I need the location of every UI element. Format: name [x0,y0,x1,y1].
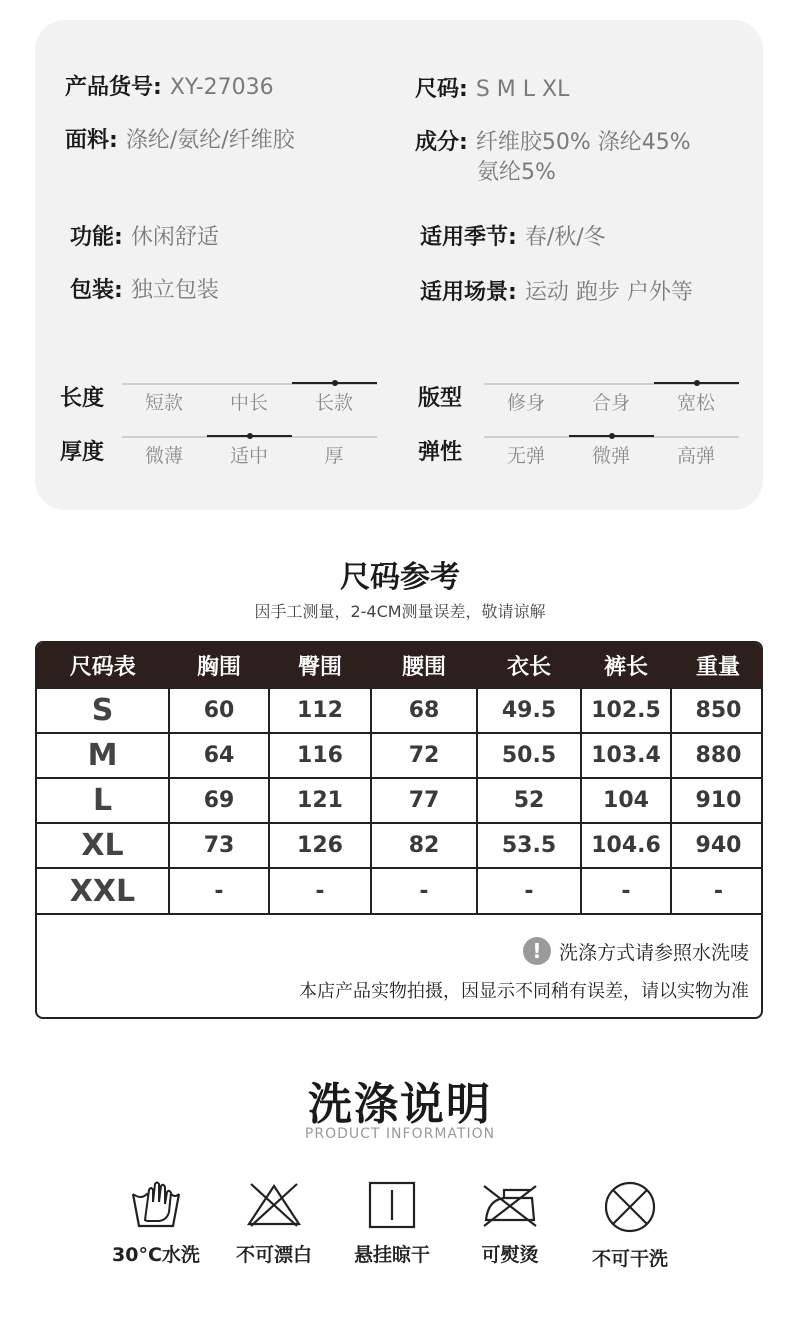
scale-option: 高弹 [676,445,715,467]
attr-colon: : [114,225,123,250]
measure-cell: 53.5 [477,823,581,868]
scale-option: 合身 [591,392,630,414]
header-cell: 臀围 [269,643,371,688]
size-table [35,641,763,1019]
scale-track-thickness [122,436,377,438]
attr-colon: : [459,77,468,102]
measure-cell: 82 [371,823,477,868]
attr-value: 独立包装 [130,278,219,303]
attr-key: 适用场景 [420,280,509,305]
scale-option: 微薄 [144,445,183,467]
care-label: 不可漂白 [235,1244,312,1266]
attr-season [420,222,606,254]
care-hand-wash [96,1180,216,1267]
attr-colon: : [153,75,162,100]
scale-label-thickness: 厚度 [60,440,105,465]
attr-colon: : [508,280,517,305]
measure-cell: 69 [169,778,269,823]
attr-colon: : [114,278,123,303]
scale-track-elasticity [484,436,739,438]
measure-cell: 850 [671,688,763,733]
measure-cell: 64 [169,733,269,778]
measure-cell: 60 [169,688,269,733]
measure-cell: 73 [169,823,269,868]
attr-key: 成分 [415,130,460,155]
attr-value: 休闲舒适 [130,225,219,250]
scale-label-elasticity: 弹性 [418,440,463,465]
no-dry-clean-icon [603,1180,657,1234]
size-ref-title: 尺码参考 [340,560,460,595]
header-cell: 裤长 [581,643,671,688]
scale-option: 长款 [314,392,353,414]
attr-composition [415,127,691,185]
scale-label-fit: 版型 [418,386,463,411]
attr-size [415,74,569,106]
hand-wash-icon [129,1180,183,1230]
measure-cell: 121 [269,778,371,823]
measure-cell: 68 [371,688,477,733]
attr-package [70,275,219,307]
size-cell: XL [37,823,169,868]
attr-value: 涤纶/氨纶/纤维胶 [125,128,295,153]
header-cell: 胸围 [169,643,269,688]
size-cell: S [37,688,169,733]
attr-key: 包装 [70,278,115,303]
attr-key: 适用季节 [420,225,509,250]
care-label: 可熨烫 [481,1244,539,1266]
scale-dot [609,433,615,439]
attr-value: 运动 跑步 户外等 [524,280,693,305]
measure-cell: - [371,868,477,913]
table-row [37,733,763,778]
table-row [37,823,763,868]
header-cell: 尺码表 [37,643,169,688]
scale-option: 中长 [229,392,268,414]
measure-cell: - [269,868,371,913]
photo-note: 本店产品实物拍摄，因显示不同稍有误差，请以实物为准 [299,981,749,1002]
measure-cell: - [169,868,269,913]
scale-selected-marker [292,382,377,384]
no-bleach-icon [245,1180,303,1230]
header-cell: 腰围 [371,643,477,688]
attr-fabric [65,125,295,157]
measure-cell: 102.5 [581,688,671,733]
care-no-dry-clean [570,1180,690,1271]
attr-value: 纤维胶50% 涤纶45% [475,130,691,155]
scale-option: 适中 [229,445,268,467]
measure-cell: 104 [581,778,671,823]
measure-cell: 50.5 [477,733,581,778]
scale-track-length [122,383,377,385]
header-cell: 重量 [671,643,763,688]
size-cell: M [37,733,169,778]
wash-note [523,937,749,965]
washing-title: 洗涤说明 [308,1079,492,1130]
attr-colon: : [508,225,517,250]
hang-dry-icon [367,1180,417,1230]
measure-cell: 72 [371,733,477,778]
scale-option: 无弹 [506,445,545,467]
washing-subtitle: PRODUCT INFORMATION [304,1126,496,1142]
header-cell: 衣长 [477,643,581,688]
measure-cell: 52 [477,778,581,823]
measure-cell: - [671,868,763,913]
scale-option: 厚 [324,445,344,467]
care-iron [450,1180,570,1267]
scale-dot [247,433,253,439]
measure-cell: - [477,868,581,913]
table-row [37,778,763,823]
exclamation-icon: ! [523,937,551,965]
scale-option: 微弹 [591,445,630,467]
attr-scene [420,277,693,309]
scale-option: 修身 [506,392,545,414]
scale-track-fit [484,383,739,385]
table-row [37,868,763,913]
attr-key: 产品货号 [65,75,154,100]
size-cell: XXL [37,868,169,913]
care-hang-dry [332,1180,452,1267]
attr-item-no [65,72,274,104]
care-label: 悬挂晾干 [353,1244,430,1266]
attr-value: 春/秋/冬 [524,225,606,250]
size-ref-subtitle: 因手工测量，2-4CM测量误差，敬请谅解 [254,602,546,621]
scale-selected-marker [569,435,654,437]
size-table-notes [37,913,761,1017]
scale-option: 宽松 [676,392,715,414]
attr-value: S M L XL [475,77,570,102]
measure-cell: 880 [671,733,763,778]
measure-cell: 910 [671,778,763,823]
size-table-header [37,643,763,688]
attr-key: 面料 [65,128,110,153]
table-row [37,688,763,733]
attr-function [70,222,219,254]
care-no-bleach [214,1180,334,1267]
measure-cell: 940 [671,823,763,868]
measure-cell: 103.4 [581,733,671,778]
measure-cell: 49.5 [477,688,581,733]
scale-selected-marker [207,435,292,437]
attr-colon: : [459,130,468,155]
scale-label-length: 长度 [60,386,105,411]
iron-icon [480,1180,540,1230]
attr-value-line2: 氨纶5% [477,160,556,185]
scale-dot [332,380,338,386]
measure-cell: 126 [269,823,371,868]
attr-key: 功能 [70,225,115,250]
scale-option: 短款 [144,392,183,414]
measure-cell: 112 [269,688,371,733]
attr-key: 尺码 [415,77,460,102]
attr-value: XY-27036 [169,75,274,100]
care-label: 30°C水洗 [112,1244,200,1266]
measure-cell: 104.6 [581,823,671,868]
scale-selected-marker [654,382,739,384]
measure-cell: 77 [371,778,477,823]
measure-cell: - [581,868,671,913]
size-cell: L [37,778,169,823]
scale-dot [694,380,700,386]
wash-note-text: 洗涤方式请参照水洗唛 [558,941,749,964]
measure-cell: 116 [269,733,371,778]
care-label: 不可干洗 [591,1248,668,1270]
attr-colon: : [109,128,118,153]
